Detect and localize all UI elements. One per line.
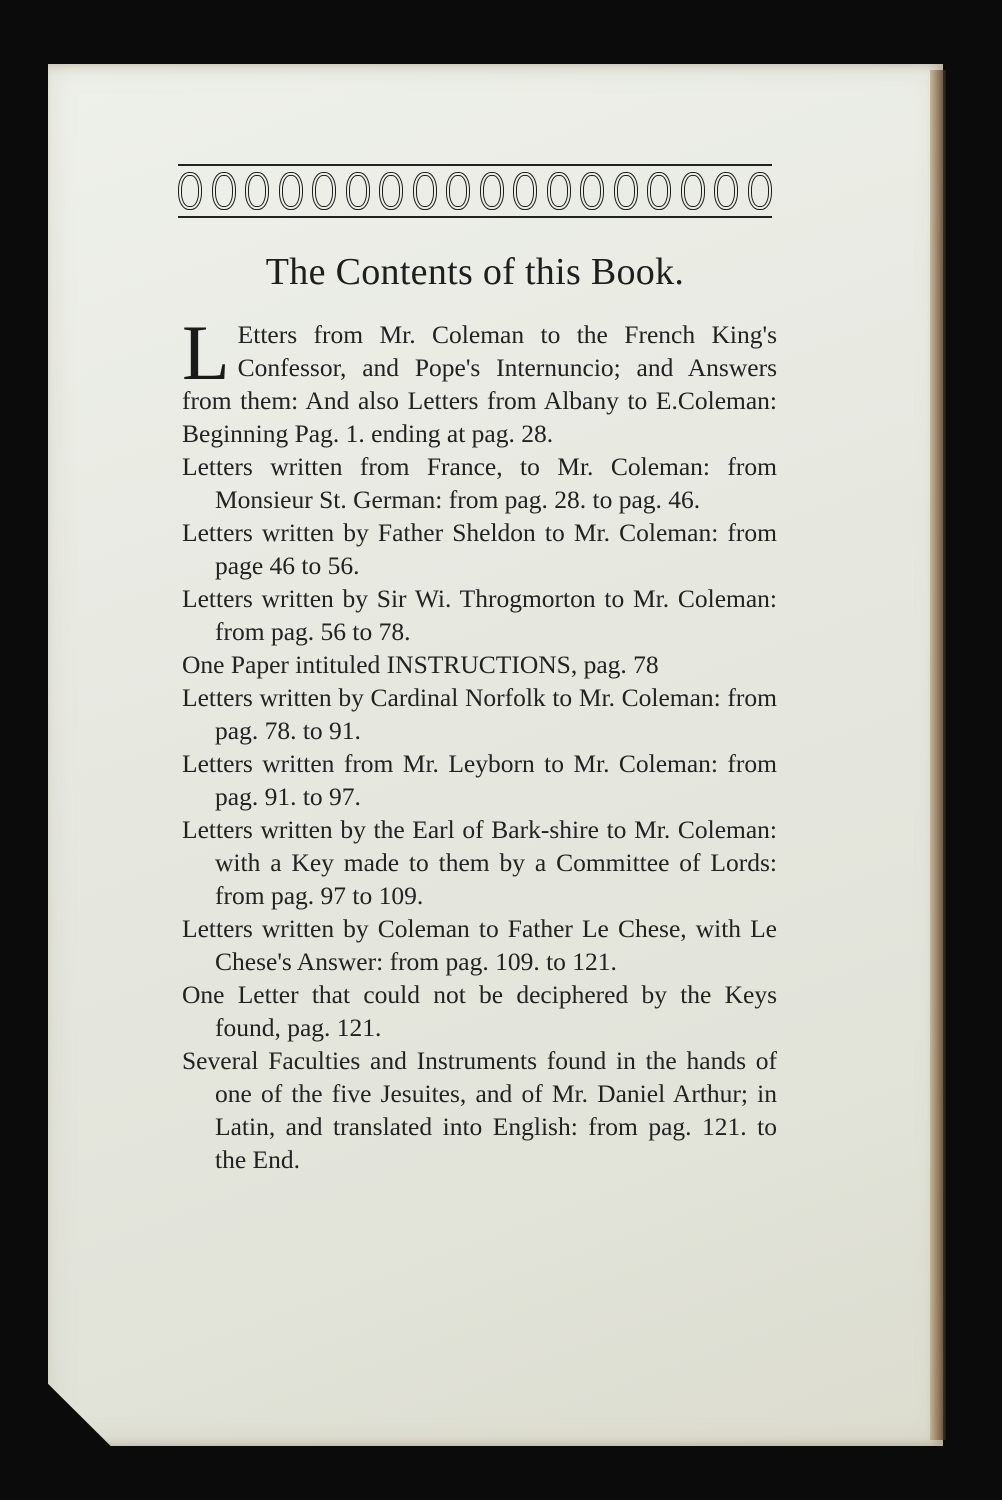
- ornament-icon: [178, 172, 202, 210]
- contents-list: [182, 309, 777, 1176]
- ornament-icon: [580, 172, 604, 210]
- contents-entry: Letters written by Father Sheldon to Mr. Coleman: from page 46 to 56.: [182, 518, 777, 580]
- ornament-band: [178, 164, 772, 218]
- contents-entry: Letters written from Mr. Leyborn to Mr. Coleman: from pag. 91. to 97.: [182, 749, 777, 811]
- ornament-icon: [681, 172, 705, 210]
- ornament-icon: [279, 172, 303, 210]
- contents-entry: One Paper intituled INSTRUCTIONS, pag. 78: [182, 650, 659, 679]
- drop-cap: L: [182, 309, 230, 396]
- contents-entry: Letters written by the Earl of Bark-shire to Mr. Coleman: with a Key made to them by a Committee of Lords: from pag. 97 to 109.: [182, 815, 777, 910]
- ornament-icon: [748, 172, 772, 210]
- ornament-icon: [212, 172, 236, 210]
- contents-entry: Letters written by Sir Wi. Throgmorton to Mr. Coleman: from pag. 56 to 78.: [182, 584, 777, 646]
- ornament-icon: [413, 172, 437, 210]
- ornament-icon: [245, 172, 269, 210]
- page-title: The Contents of this Book.: [265, 251, 685, 293]
- entry-text: Etters from Mr. Coleman to the French King's Confessor, and Pope's Internuncio; and Answers from them: And also Letters from Albany to E.Coleman: Beginning Pag. 1. ending at pag. 28.: [182, 320, 777, 448]
- ornament-icon: [346, 172, 370, 210]
- ornament-icon: [547, 172, 571, 210]
- contents-entry: [182, 309, 777, 450]
- ornament-icon: [480, 172, 504, 210]
- ornament-icon: [312, 172, 336, 210]
- contents-entry: Letters written by Cardinal Norfolk to Mr. Coleman: from pag. 78. to 91.: [182, 683, 777, 745]
- contents-entry: One Letter that could not be deciphered by the Keys found, pag. 121.: [182, 980, 777, 1042]
- ornament-icon: [714, 172, 738, 210]
- ornament-icon: [379, 172, 403, 210]
- ornament-icon: [647, 172, 671, 210]
- ornament-icon: [614, 172, 638, 210]
- contents-entry: Several Faculties and Instruments found in the hands of one of the five Jesuites, and of Mr. Daniel Arthur; in Latin, and translated into English: from pag. 121. to the End.: [182, 1046, 777, 1174]
- ornament-icon: [513, 172, 537, 210]
- contents-entry: Letters written from France, to Mr. Coleman: from Monsieur St. German: from pag. 28. to pag. 46.: [182, 452, 777, 514]
- contents-entry: Letters written by Coleman to Father Le Chese, with Le Chese's Answer: from pag. 109. to 121.: [182, 914, 777, 976]
- ornament-icon: [446, 172, 470, 210]
- page-edge: [930, 70, 946, 1440]
